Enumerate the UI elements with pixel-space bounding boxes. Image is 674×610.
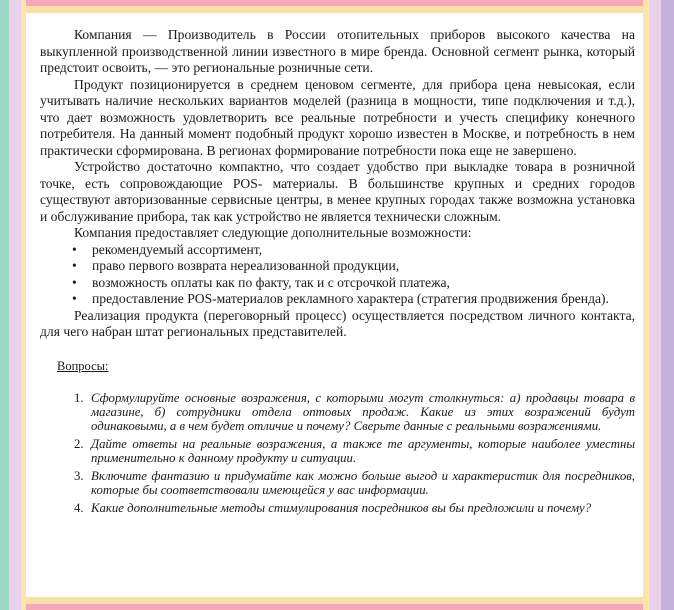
bullet-icon: • <box>72 241 77 257</box>
question-number: 2. <box>74 437 84 452</box>
question-text: Включите фантазию и придумайте как можно больше выгод и характеристик для посредников, которые бы соответствовали имеющейся у вас информации. <box>91 469 635 498</box>
question-item <box>40 391 635 434</box>
paragraph-sales: Реализация продукта (переговорный процесс) осуществляется посредством личного контакта, для чего набран штат региональных представителей. <box>40 307 635 339</box>
questions-heading: Вопросы: <box>57 358 109 373</box>
frame-bottom-stripe <box>0 604 674 610</box>
list-item-text: право первого возврата нереализованной продукции, <box>92 258 400 273</box>
document-body <box>40 27 635 519</box>
question-text: Какие дополнительные методы стимулирования посредников вы бы предложили и почему? <box>91 501 592 516</box>
list-item-text: возможность оплаты как по факту, так и с отсрочкой платежа, <box>92 274 450 290</box>
bullet-icon: • <box>72 291 77 306</box>
question-item <box>40 469 635 497</box>
question-text: Сформулируйте основные возражения, с которыми могут столкнуться: а) продавцы товара в магазине, б) сотрудники отдела оптовых продаж. Какие из этих возражений будут одинаковыми, а в чем будет отличие и почему? Сверьте данные с реальными возражениями. <box>91 391 635 434</box>
frame-right-stripe-middle <box>649 0 661 610</box>
frame-top-stripe-inner <box>0 6 674 13</box>
question-item <box>40 437 635 465</box>
list-item <box>40 275 635 292</box>
paragraph-device: Устройство достаточно компактно, что создает удобство при выкладке товара в розничной точке, есть сопровождающие POS- материалы. В большинстве крупных и средних городов существуют авторизованные сервисные центры, в менее крупных городах также возможна установка и обслуживание прибора, так как устройство не является технически сложным. <box>40 159 635 224</box>
frame-bottom-stripe-inner <box>0 597 674 604</box>
question-number: 1. <box>74 391 84 405</box>
paragraph-opportunities: Компания предоставляет следующие дополнительные возможности: <box>74 225 472 240</box>
question-item <box>40 501 635 515</box>
opportunities-list <box>40 242 635 308</box>
list-item-text: рекомендуемый ассортимент, <box>92 241 263 257</box>
paragraph-company: Компания — Производитель в России отопительных приборов высокого качества на выкупленной производственной линии известного в мире бренда. Основной сегмент рынка, который предстоит освоить, — это региональные розничные сети. <box>40 27 635 75</box>
bullet-icon: • <box>72 258 77 273</box>
question-number: 4. <box>74 501 84 516</box>
questions-list <box>40 391 635 515</box>
list-item <box>40 242 635 259</box>
bullet-icon: • <box>72 274 77 290</box>
list-item <box>40 258 635 275</box>
frame-left-stripe <box>0 0 9 610</box>
question-number: 3. <box>74 469 84 484</box>
list-item-text: предоставление POS-материалов рекламного характера (стратегия продвижения бренда). <box>92 291 609 306</box>
question-text: Дайте ответы на реальные возражения, а также те аргументы, которые наиболее уместны применительно к данному продукту и ситуации. <box>91 437 635 466</box>
frame-left-stripe-middle <box>9 0 21 610</box>
frame-left-stripe-inner <box>21 0 26 610</box>
paragraph-product: Продукт позиционируется в среднем ценовом сегменте, для прибора цена невысокая, если учитывать наличие нескольких вариантов моделей (разница в мощности, типе подключения и т.д.), что дает возможность удовлетворить все реальные потребности и учесть специфику конечного потребителя. На данный момент подобный продукт хорошо известен в Москве, и потребность в нем практически сформирована. В регионах формирование потребности пока еще не завершено. <box>40 76 635 158</box>
frame-right-stripe <box>661 0 674 610</box>
list-item <box>40 291 635 308</box>
